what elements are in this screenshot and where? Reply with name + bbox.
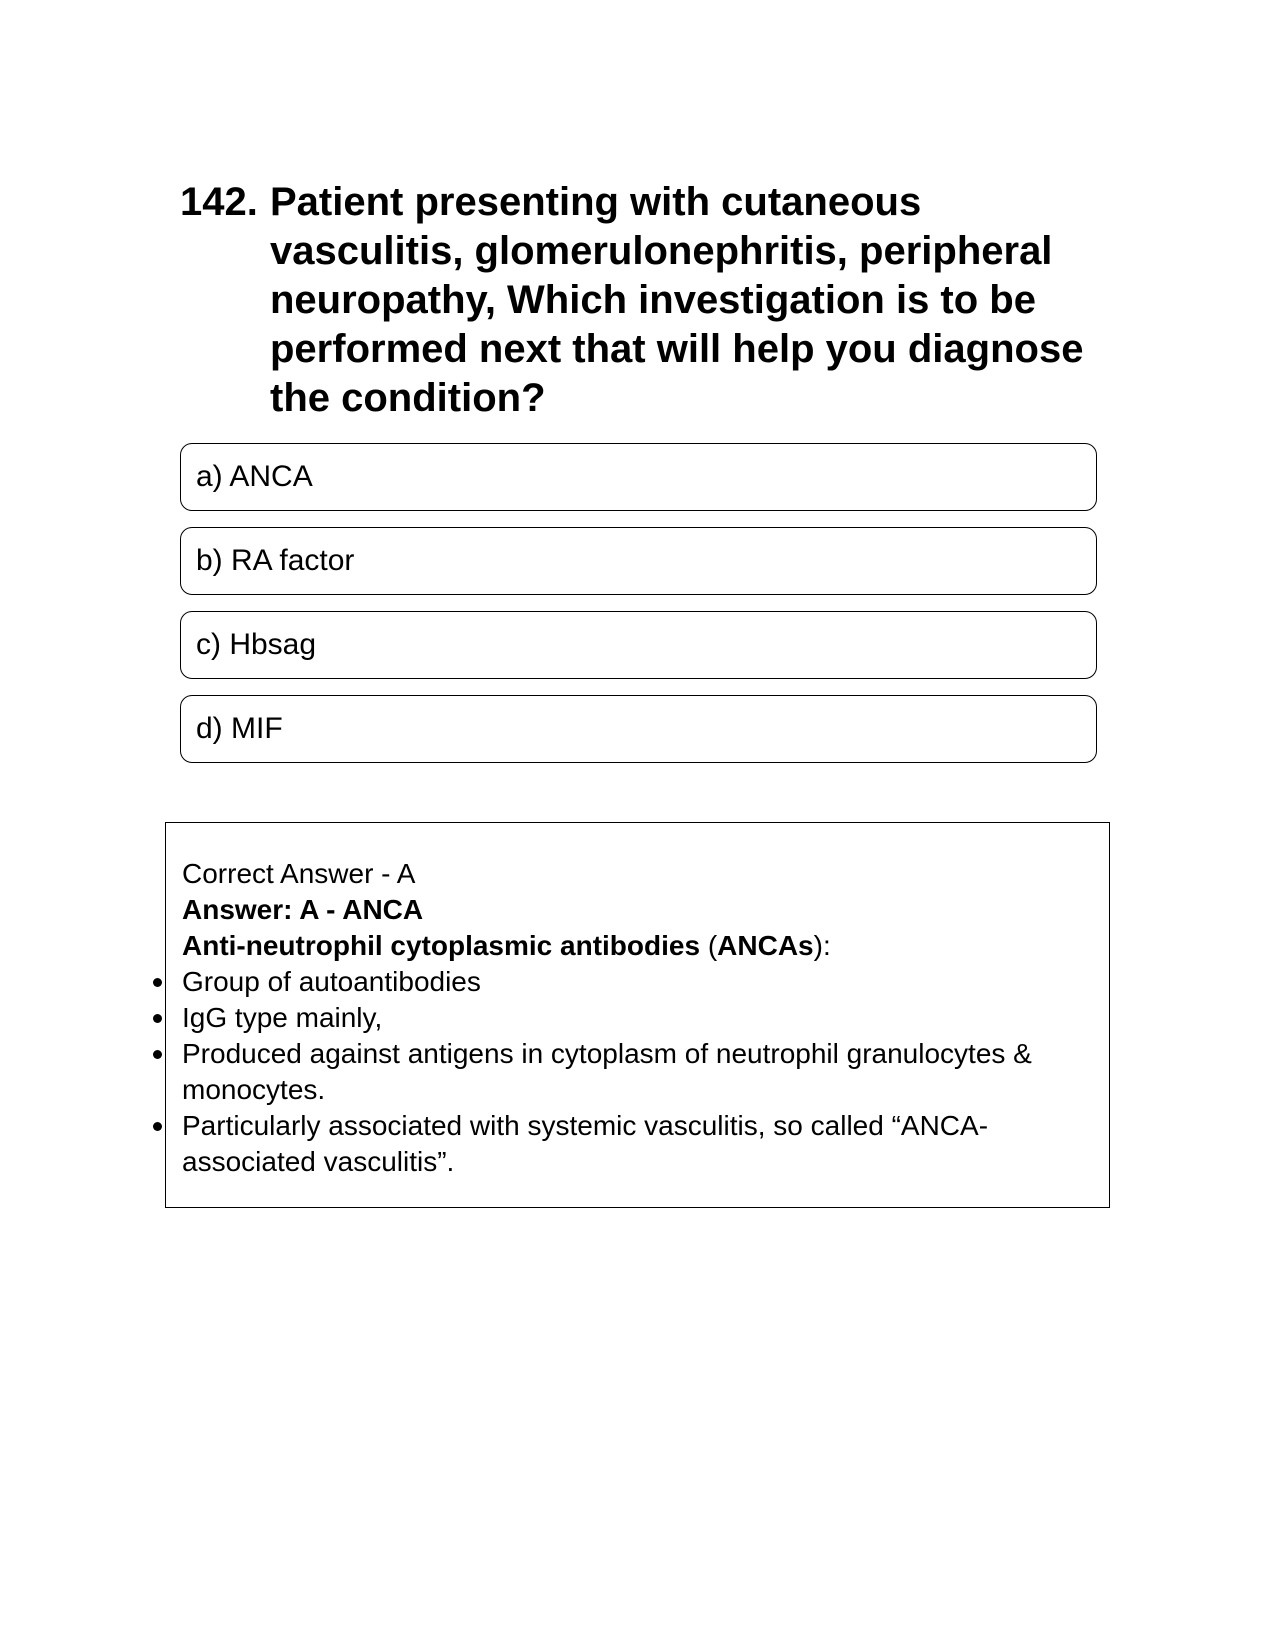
question-number: 142.: [180, 180, 258, 224]
list-item: IgG type mainly,: [182, 1000, 1082, 1036]
option-c[interactable]: c) Hbsag: [180, 611, 1097, 679]
definition-close: ):: [813, 930, 831, 961]
definition-term: Anti-neutrophil cytoplasmic antibodies: [182, 930, 701, 961]
correct-answer-line: Correct Answer - A: [182, 858, 416, 889]
option-b[interactable]: b) RA factor: [180, 527, 1097, 595]
answer-explanation-box: [165, 822, 1110, 1208]
definition-abbr: ANCAs: [717, 930, 814, 961]
question: [180, 178, 1100, 423]
list-item: Group of autoantibodies: [182, 964, 1082, 1000]
answer-line: Answer: A - ANCA: [182, 894, 424, 925]
list-item: Particularly associated with systemic vasculitis, so called “ANCA-associated vasculitis”.: [182, 1108, 1082, 1180]
question-text: Patient presenting with cutaneous vasculitis, glomerulonephritis, peripheral neuropathy, Which investigation is to be performed next that will help you diagnose the condition?: [270, 180, 1084, 420]
list-item: Produced against antigens in cytoplasm of neutrophil granulocytes & monocytes.: [182, 1036, 1082, 1108]
option-d[interactable]: d) MIF: [180, 695, 1097, 763]
options-list: [180, 443, 1097, 779]
definition-open: (: [700, 930, 718, 961]
explanation-points: [182, 964, 1109, 1180]
definition-line: [182, 928, 1109, 964]
option-a[interactable]: a) ANCA: [180, 443, 1097, 511]
